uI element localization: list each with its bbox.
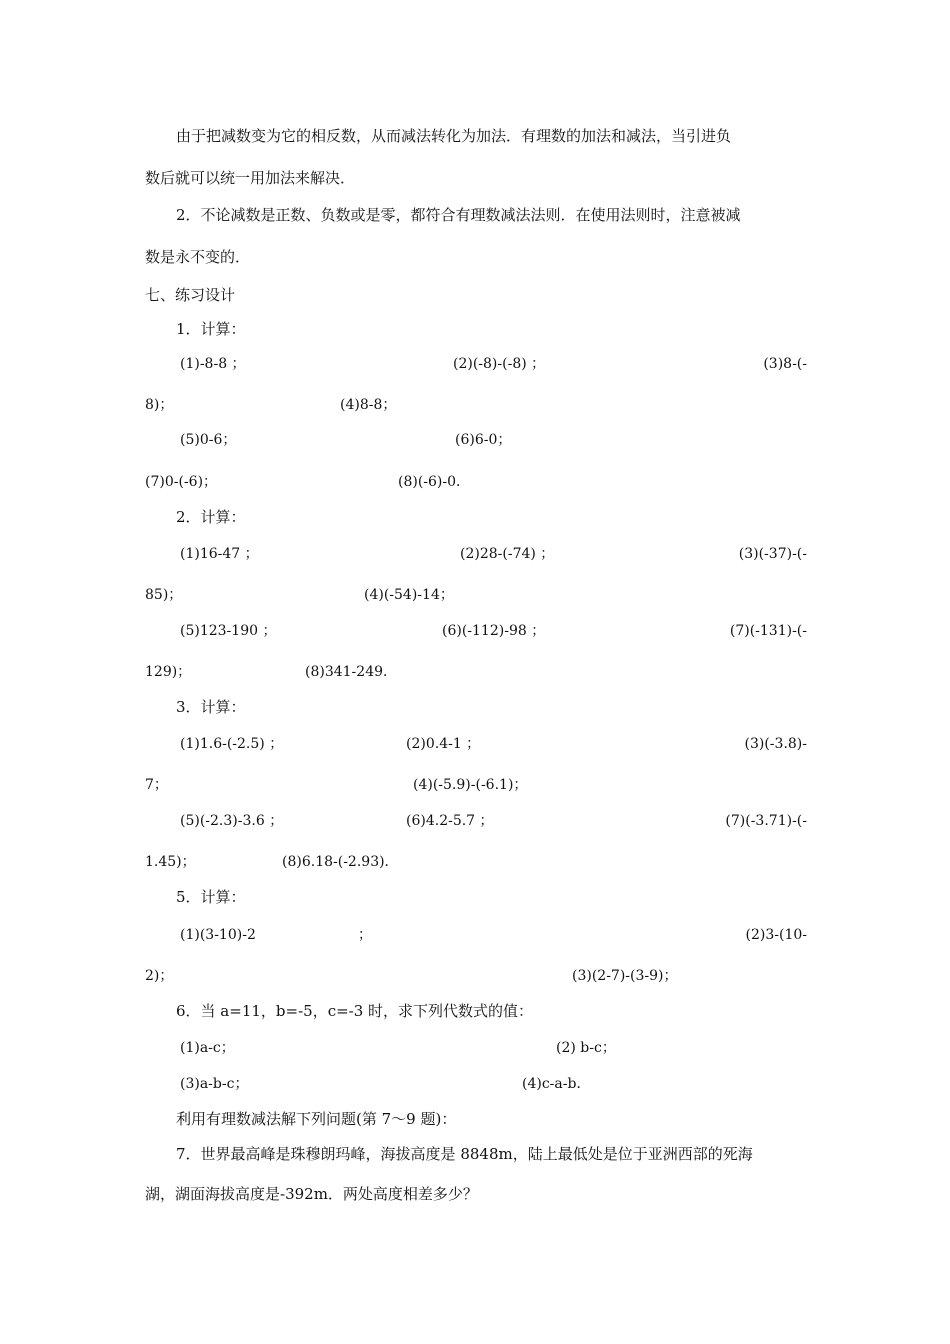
q7-line-2: 湖，湖面海拔高度是-392m．两处高度相差多少？ [145,1185,478,1203]
q2-item-7: (7)(-131)-(- [729,623,807,639]
q1-item-8: (8)(-6)-0． [398,474,471,490]
q2-item-1: (1)16-47 ； [180,546,259,562]
q5-title: 5．计算： [176,888,246,906]
q1-item-1: (1)-8-8 ； [180,356,246,372]
q1-item-2: (2)(-8)-(-8) ； [453,356,546,372]
q1-item-7: (7)0-(-6)； [145,474,218,490]
q7-line-1: 7．世界最高峰是珠穆朗玛峰，海拔高度是 8848m，陆上最低处是位于亚洲西部的死海 [176,1145,753,1163]
q1-item-5: (5)0-6； [180,432,237,448]
q3-item-5: (5)(-2.3)-3.6 ； [180,813,284,829]
paragraph-2-line-1: 2．不论减数是正数、负数或是零，都符合有理数减法法则．在使用法则时，注意被减 [176,206,741,224]
section-title: 七、练习设计 [145,286,236,304]
q3-item-2: (2)0.4-1 ； [406,736,481,752]
q3-item-4: (4)(-5.9)-(-6.1)； [413,777,528,793]
q3-item-7-cont: 1.45)； [145,854,196,870]
q3-item-7: (7)(-3.71)-(- [725,813,807,829]
q5-item-2: (2)3-(10- [745,927,807,943]
q2-item-5: (5)123-190 ； [180,623,277,639]
q2-title: 2．计算： [176,508,246,526]
q2-item-2: (2)28-(-74) ； [460,546,555,562]
q3-item-3: (3)(-3.8)- [744,736,807,752]
q3-item-3-cont: 7； [145,777,168,793]
q6-item-4: (4)c-a-b． [522,1076,591,1092]
q3-item-6: (6)4.2-5.7 ； [406,813,494,829]
q1-item-6: (6)6-0； [455,432,512,448]
q5-item-1-semicolon: ； [358,927,372,943]
q2-item-6: (6)(-112)-98 ； [442,623,546,639]
q1-item-4: (4)8-8； [340,397,397,413]
q6-item-3: (3)a-b-c； [180,1076,249,1092]
q3-item-1: (1)1.6-(-2.5) ； [180,736,284,752]
q6-item-1: (1)a-c； [180,1040,235,1056]
q5-item-2-cont: 2)； [145,968,174,984]
q1-title: 1．计算： [176,320,246,338]
paragraph-1-line-1: 由于把减数变为它的相反数，从而减法转化为加法．有理数的加法和减法，当引进负 [176,127,732,145]
paragraph-2-line-2: 数是永不变的． [145,248,251,266]
q1-item-3: (3)8-(- [763,356,807,372]
q6-item-2: (2) b-c； [556,1040,616,1056]
q2-item-3-cont: 85)； [145,587,183,603]
q1-item-3-cont: 8)； [145,397,174,413]
q6-title: 6．当 a=11，b=-5，c=-3 时，求下列代数式的值： [176,1002,534,1020]
paragraph-1-line-2: 数后就可以统一用加法来解决． [145,169,356,187]
intro-7-9: 利用有理数减法解下列问题(第 7～9 题)： [176,1110,457,1128]
q3-title: 3．计算： [176,698,246,716]
q3-item-8: (8)6.18-(-2.93)． [282,854,399,870]
q2-item-8: (8)341-249． [305,664,398,680]
q2-item-4: (4)(-54)-14； [364,587,454,603]
q2-item-3: (3)(-37)-(- [738,546,807,562]
q2-item-7-cont: 129)； [145,664,192,680]
q5-item-3: (3)(2-7)-(3-9)； [572,968,678,984]
q5-item-1: (1)(3-10)-2 [180,927,256,943]
